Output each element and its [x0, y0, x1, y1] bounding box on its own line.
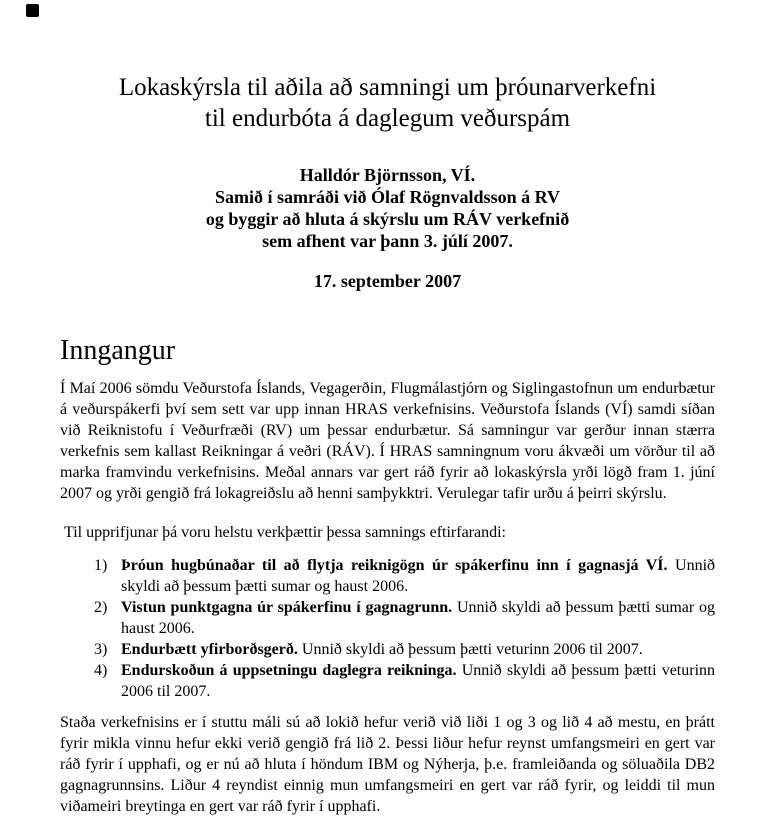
- list-item-text: [121, 555, 715, 597]
- author-line: Samið í samráði við Ólaf Rögnvaldsson á RV: [215, 187, 560, 207]
- list-item-number: 4): [94, 662, 108, 679]
- list-item-rest: Unnið skyldi að þessum þætti sumar og haust 2006.: [121, 557, 716, 595]
- list-item-rest: Unnið skyldi að þessum þætti veturinn 2006 til 2007.: [301, 641, 643, 658]
- list-item: [94, 639, 715, 660]
- list-item-text: [121, 639, 715, 660]
- list-item-rest: Unnið skyldi að þessum þætti sumar og haust 2006.: [121, 599, 716, 637]
- status-paragraph: Staða verkefnisins er í stuttu máli sú að lokið hefur verið við liði 1 og 3 og lið 4 að mestu, en þrátt fyrir mikla vinnu hefur ekki verið gengið frá lið 2. Þessi liður hefur reynst umfangsmeiri en gert var ráð fyrir í upphafi, og er nú að hluta í höndum IBM og Nýherja, þ.e. framleiðanda og söluaðila DB2 gagnagrunnsins. Liður 4 reyndist einnig mun umfangsmeiri en gert var ráð fyrir, og leiddi til mun viðameiri breytinga en gert var ráð fyrir í upphafi.: [60, 714, 715, 815]
- list-intro: Til upprifjunar þá voru helstu verkþættir þessa samnings eftirfarandi:: [64, 524, 506, 541]
- list-item-rest: Unnið skyldi að þessum þætti veturinn 2006 til 2007.: [121, 662, 716, 700]
- list-item-bold-lead: Þróun hugbúnaðar til að flytja reiknigögn úr spákerfinu inn í gagnasjá VÍ.: [121, 557, 668, 574]
- author-block: [60, 164, 715, 252]
- list-item-number: 1): [94, 557, 108, 574]
- author-line: og byggir að hluta á skýrslu um RÁV verkefnið: [205, 209, 570, 229]
- list-item-bold-lead: Endurskoðun á uppsetningu daglegra reikninga.: [121, 662, 457, 679]
- list-item-text: [121, 660, 715, 702]
- document-title-line-2: til endurbóta á daglegum veðurspám: [204, 105, 571, 132]
- task-list: [94, 555, 715, 702]
- list-item-bold-lead: Endurbætt yfirborðsgerð.: [121, 641, 298, 658]
- document-date: 17. september 2007: [313, 271, 462, 291]
- intro-paragraph: Í Maí 2006 sömdu Veðurstofa Íslands, Vegagerðin, Flugmálastjórn og Siglingastofnun um endurbætur á veðurspákerfi því sem sett var upp innan HRAS verkefnisins. Veðurstofa Íslands (VÍ) samdi síðan við Reiknistofu í Veðurfræði (RV) um þessar endurbætur. Sá samningur var gerður innan stærra verkefnis sem kallast Reikningar á veðri (RÁV). Í HRAS samningnum voru ákvæði um vörður til að marka framvindu verkefnisins. Meðal annars var gert ráð fyrir að lokaskýrsla yrði lögð fram 1. júní 2007 og yrði gengið frá lokagreiðslu að henni samþykktri. Verulegar tafir urðu á þeirri skýrslu.: [60, 380, 715, 502]
- author-line: sem afhent var þann 3. júlí 2007.: [262, 231, 513, 251]
- document-title: [60, 72, 715, 134]
- author-line: Halldór Björnsson, VÍ.: [299, 165, 476, 185]
- list-item: [94, 597, 715, 639]
- document-title-line-1: Lokaskýrsla til aðila að samningi um þróunarverkefni: [118, 74, 657, 101]
- list-item-number: 3): [94, 641, 108, 658]
- list-item-number: 2): [94, 599, 108, 616]
- section-heading: Inngangur: [60, 335, 176, 366]
- corner-mark: [26, 4, 39, 17]
- list-item: [94, 555, 715, 597]
- list-item: [94, 660, 715, 702]
- list-item-text: [121, 597, 715, 639]
- list-item-bold-lead: Vistun punktgagna úr spákerfinu í gagnagrunn.: [121, 599, 453, 616]
